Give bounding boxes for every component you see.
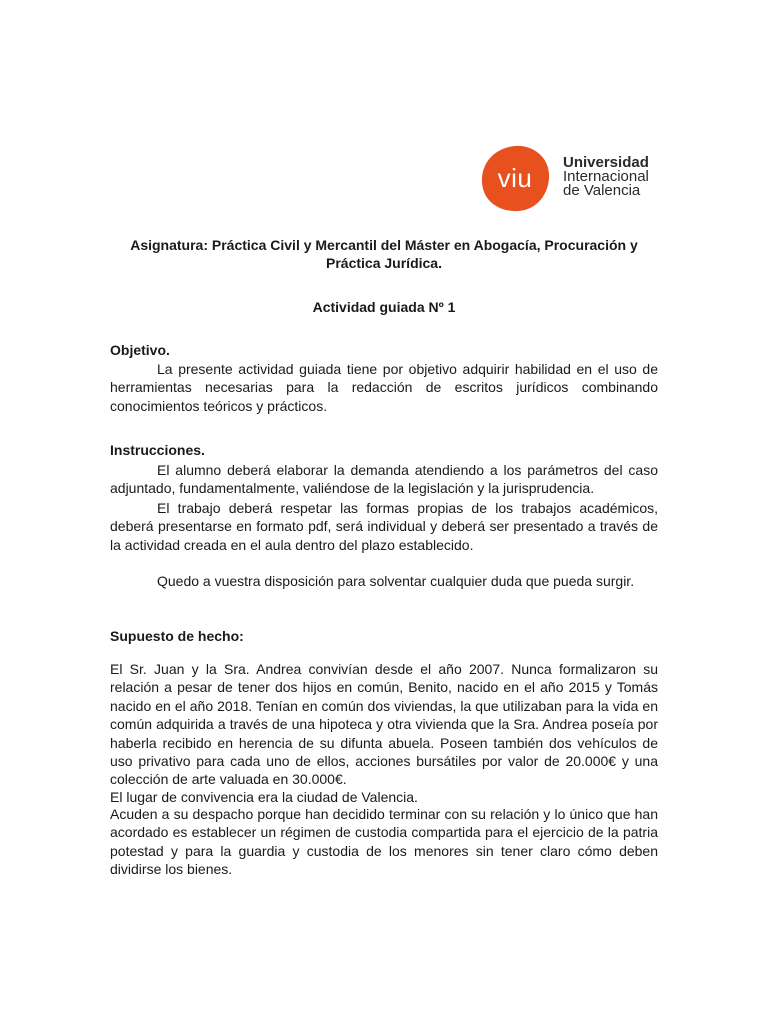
- supuesto-p1: El Sr. Juan y la Sra. Andrea convivían desde el año 2007. Nunca formalizaron su relación a pesar de tener dos hijos en común, Benito, nacido en el año 2015 y Tomás nacido en el año 2018. Tenían en común dos viviendas, la que utilizaban para la vida en común adquirida a través de una hipoteca y otra vivienda que la Sra. Andrea poseía por haberla recibido en herencia de su difunta abuela. Poseen también dos vehículos de uso privativo para cada uno de ellos, acciones bursátiles por valor de 20.000€ y una colección de arte valuada en 30.000€.: [110, 661, 658, 788]
- supuesto-heading: Supuesto de hecho:: [110, 628, 244, 644]
- logo-line-2: Internacional: [563, 168, 649, 185]
- instrucciones-p2: El trabajo deberá respetar las formas propias de los trabajos académicos, deberá presentarse en formato pdf, será individual y deberá ser presentado a través de la actividad creada en el aula dentro del plazo establecido.: [110, 500, 658, 553]
- instrucciones-heading: Instrucciones.: [110, 442, 205, 458]
- objetivo-text: La presente actividad guiada tiene por objetivo adquirir habilidad en el uso de herramientas necesarias para la redacción de escritos jurídicos combinando conocimientos teóricos y prácticos.: [110, 361, 658, 414]
- logo-line-1: Universidad: [563, 154, 649, 171]
- objetivo-heading: Objetivo.: [110, 342, 170, 358]
- supuesto-p2: El lugar de convivencia era la ciudad de Valencia.: [110, 789, 418, 805]
- logo-mark: viu: [497, 162, 533, 193]
- university-logo: [480, 144, 680, 214]
- supuesto-p3: Acuden a su despacho porque han decidido terminar con su relación y lo único que han acordado es establecer un régimen de custodia compartida para el ejercicio de la patria potestad y para la guardia y custodia de los menores sin tener claro cómo deben dividirse los bienes.: [110, 806, 658, 878]
- instrucciones-p3: Quedo a vuestra disposición para solventar cualquier duda que pueda surgir.: [157, 573, 635, 589]
- logo-line-3: de Valencia: [563, 182, 641, 199]
- instrucciones-p1: El alumno deberá elaborar la demanda atendiendo a los parámetros del caso adjuntado, fundamentalmente, valiéndose de la legislación y la jurisprudencia.: [110, 462, 658, 497]
- subject-title: Asignatura: Práctica Civil y Mercantil del Máster en Abogacía, Procuración y Práctica Jurídica.: [130, 237, 638, 272]
- activity-title: Actividad guiada Nº 1: [312, 299, 456, 315]
- logo-text: [563, 156, 649, 198]
